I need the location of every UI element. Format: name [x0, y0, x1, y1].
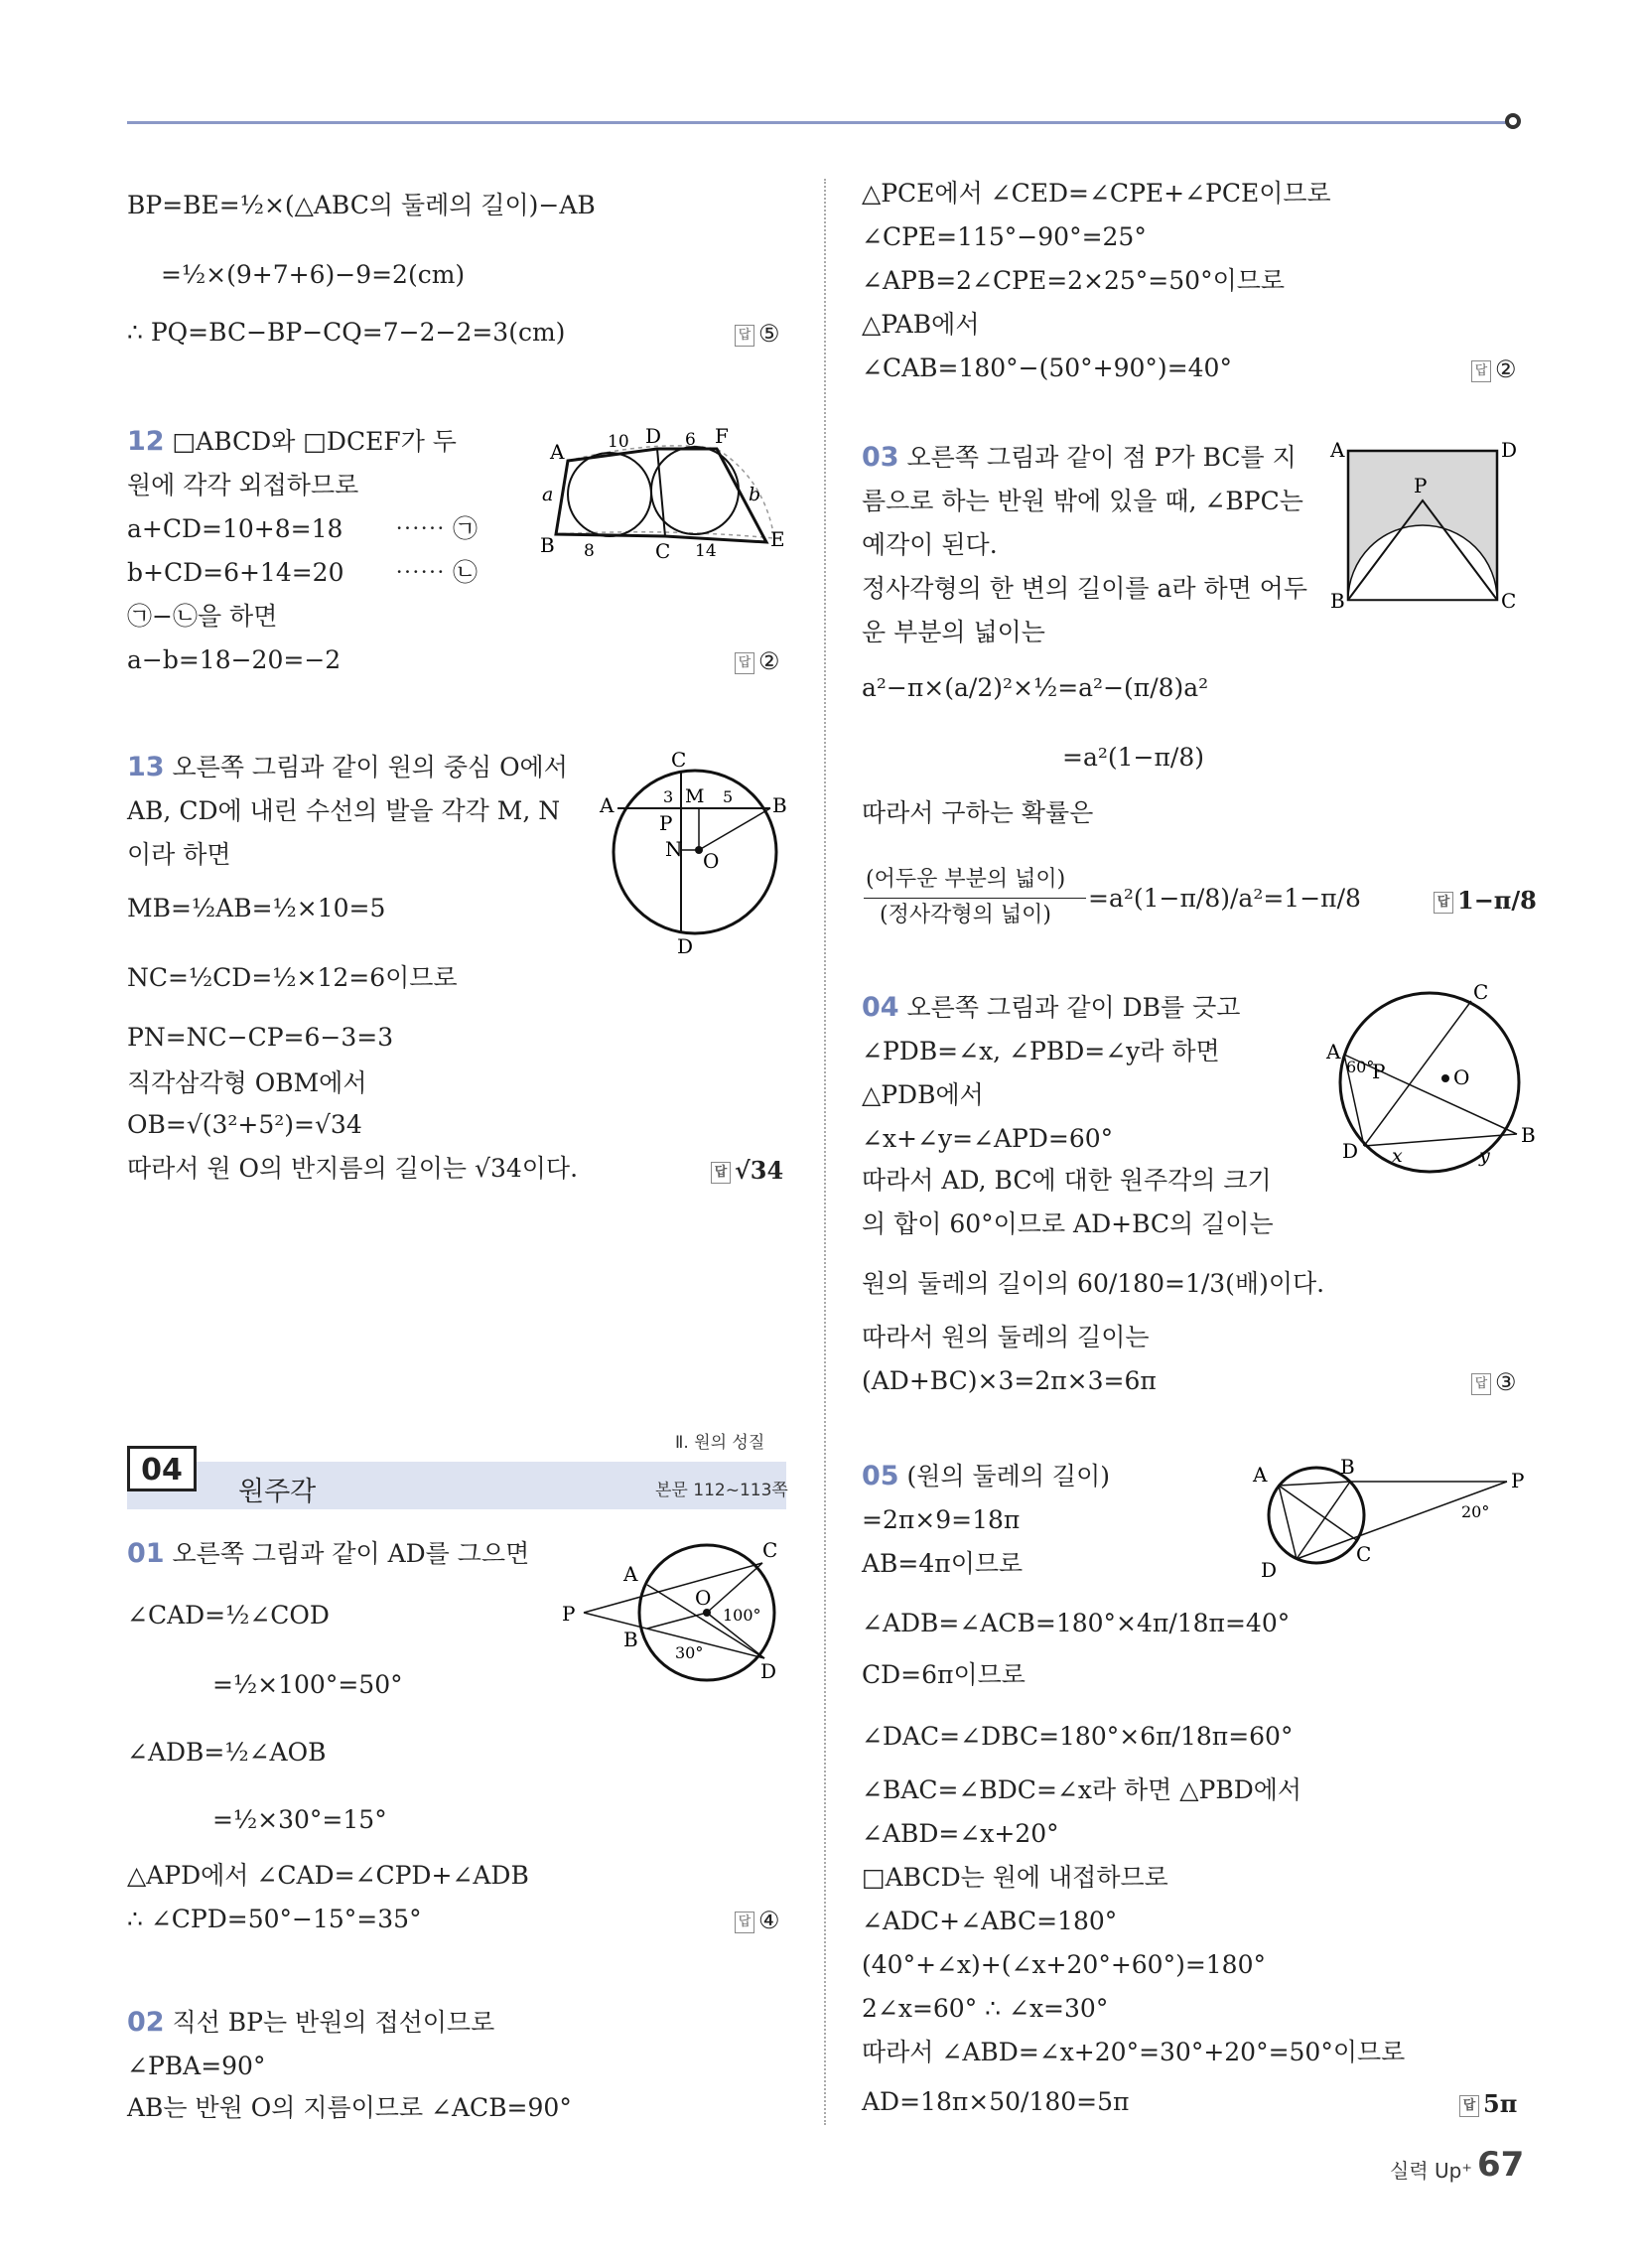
svg-text:C: C	[1356, 1542, 1372, 1566]
p01-answer	[735, 1907, 780, 1934]
p03-line2: 름으로 하는 반원 밖에 있을 때, ∠BPC는	[862, 487, 1303, 515]
p02c-line4: △PAB에서	[862, 310, 980, 339]
svg-text:F: F	[715, 424, 729, 448]
p04-number: 04	[862, 992, 899, 1023]
p05-line2: =2π×9=18π	[862, 1505, 1021, 1534]
p13-text1: 오른쪽 그림과 같이 원의 중심 O에서	[172, 753, 568, 781]
p11-line3: ∴ PQ=BC−BP−CQ=7−2−2=3(cm)	[127, 318, 566, 347]
p04-line1	[862, 991, 1240, 1025]
svg-text:C: C	[762, 1538, 778, 1562]
svg-text:M: M	[685, 785, 705, 807]
section-pages: 본문 112~113쪽	[655, 1481, 788, 1500]
svg-text:C: C	[655, 539, 671, 563]
svg-text:a: a	[542, 484, 554, 505]
svg-text:A: A	[1253, 1463, 1268, 1487]
p02-line2: ∠PBA=90°	[127, 2052, 266, 2080]
p05-line8: ∠ABD=∠x+20°	[862, 1819, 1059, 1848]
p05-line9: □ABCD는 원에 내접하므로	[862, 1863, 1168, 1892]
p04-line6: 의 합이 60°이므로 AD+BC의 길이는	[862, 1209, 1274, 1238]
svg-text:A: A	[623, 1562, 638, 1586]
page-number: 67	[1477, 2145, 1525, 2185]
svg-text:C: C	[1501, 589, 1517, 613]
p13-line9: 따라서 원 O의 반지름의 길이는 √34이다.	[127, 1154, 579, 1183]
p13-line1	[127, 751, 568, 784]
p12-line2: 원에 각각 외접하므로	[127, 471, 359, 499]
svg-text:3: 3	[663, 787, 674, 806]
p04-answer-value: ③	[1495, 1368, 1517, 1396]
p05-line3: AB=4π이므로	[862, 1549, 1024, 1578]
p01-line6: △APD에서 ∠CAD=∠CPD+∠ADB	[127, 1861, 529, 1890]
p12-answer-value: ②	[758, 647, 780, 675]
p12-tag1: ⋯⋯ ㉠	[395, 514, 478, 543]
svg-text:D: D	[1261, 1558, 1278, 1582]
p05-line13: 따라서 ∠ABD=∠x+20°=30°+20°=50°이므로	[862, 2038, 1406, 2066]
footer-label: 실력 Up⁺	[1390, 2159, 1472, 2183]
p01-figure	[556, 1529, 794, 1688]
p12-tag2: ⋯⋯ ㉡	[395, 558, 478, 587]
p13-line8: OB=√(3²+5²)=√34	[127, 1110, 362, 1139]
svg-text:O: O	[703, 849, 720, 873]
p11-line1: BP=BE=½×(△ABC의 둘레의 길이)−AB	[127, 191, 596, 219]
p05-line10: ∠ADC+∠ABC=180°	[862, 1907, 1118, 1935]
svg-text:B: B	[1521, 1123, 1536, 1147]
svg-text:D: D	[760, 1659, 777, 1683]
p04-text1: 오른쪽 그림과 같이 DB를 긋고	[906, 993, 1241, 1022]
svg-text:20°: 20°	[1461, 1502, 1490, 1521]
p05-number: 05	[862, 1461, 899, 1491]
p05-line6: ∠DAC=∠DBC=180°×6π/18π=60°	[862, 1722, 1294, 1751]
p03-answer	[1434, 886, 1537, 915]
answer-mark: 답	[735, 652, 754, 674]
svg-text:O: O	[695, 1586, 712, 1610]
p12-answer	[735, 647, 780, 675]
svg-text:14: 14	[695, 541, 717, 561]
svg-text:B: B	[623, 1628, 638, 1651]
answer-mark: 답	[1434, 892, 1453, 914]
p05-line14: AD=18π×50/180=5π	[862, 2087, 1130, 2116]
p12-line6: a−b=18−20=−2	[127, 645, 342, 674]
answer-mark: 답	[1471, 360, 1491, 382]
svg-text:A: A	[600, 793, 615, 817]
p13-answer	[711, 1156, 783, 1185]
svg-text:C: C	[1473, 980, 1489, 1004]
p13-line7: 직각삼각형 OBM에서	[127, 1068, 367, 1097]
p02-line3: AB는 반원 O의 지름이므로 ∠ACB=90°	[127, 2093, 572, 2122]
svg-text:E: E	[770, 527, 785, 551]
svg-text:D: D	[1501, 438, 1518, 462]
p03-line5: 운 부분의 넓이는	[862, 618, 1045, 646]
p02c-answer-value: ②	[1495, 355, 1517, 383]
svg-text:10: 10	[608, 432, 629, 452]
p02c-line1: △PCE에서 ∠CED=∠CPE+∠PCE이므로	[862, 179, 1331, 208]
svg-text:D: D	[1342, 1139, 1359, 1163]
p01-answer-value: ④	[758, 1907, 780, 1934]
svg-text:D: D	[677, 934, 694, 958]
p01-line4: ∠ADB=½∠AOB	[127, 1738, 327, 1767]
p03-line4: 정사각형의 한 변의 길이를 a라 하면 어두	[862, 574, 1307, 603]
p05-answer	[1459, 2089, 1517, 2118]
p03-line3: 예각이 된다.	[862, 530, 998, 559]
p13-line2: AB, CD에 내린 수선의 발을 각각 M, N	[127, 796, 561, 825]
svg-text:B: B	[772, 793, 787, 817]
svg-text:B: B	[1330, 589, 1345, 613]
svg-text:P: P	[659, 811, 673, 835]
svg-text:b: b	[749, 484, 761, 505]
svg-text:P: P	[562, 1602, 576, 1626]
p12-line3: a+CD=10+8=18	[127, 514, 343, 543]
p05-line4: ∠ADB=∠ACB=180°×4π/18π=40°	[862, 1609, 1291, 1637]
p13-line6: PN=NC−CP=6−3=3	[127, 1023, 394, 1052]
p02-line1	[127, 2006, 494, 2040]
p11-line2: =½×(9+7+6)−9=2(cm)	[161, 260, 466, 289]
svg-text:B: B	[1340, 1455, 1355, 1479]
svg-text:100°: 100°	[723, 1606, 761, 1625]
p01-text1: 오른쪽 그림과 같이 AD를 그으면	[172, 1539, 530, 1568]
p02c-answer	[1471, 355, 1517, 383]
p13-line5: NC=½CD=½×12=6이므로	[127, 963, 458, 992]
svg-text:x: x	[1392, 1145, 1403, 1167]
p01-number: 01	[127, 1538, 165, 1569]
p04-line9: (AD+BC)×3=2π×3=6π	[862, 1366, 1157, 1395]
p03-line6: a²−π×(a/2)²×½=a²−(π/8)a²	[862, 673, 1209, 702]
p03-line1	[862, 441, 1297, 475]
p13-line4: MB=½AB=½×10=5	[127, 894, 386, 922]
p01-line7: ∴ ∠CPD=50°−15°=35°	[127, 1905, 422, 1933]
answer-mark: 답	[735, 325, 754, 347]
section-unit: Ⅱ. 원의 성질	[675, 1433, 765, 1453]
p03-figure	[1320, 433, 1529, 612]
answer-mark: 답	[711, 1162, 731, 1184]
p12-number: 12	[127, 426, 165, 457]
answer-mark: 답	[1459, 2095, 1479, 2117]
p02c-line5: ∠CAB=180°−(50°+90°)=40°	[862, 354, 1232, 382]
column-divider	[824, 179, 826, 2125]
p05-text1: (원의 둘레의 길이)	[906, 1462, 1110, 1490]
p12-figure	[536, 419, 794, 568]
p05-line7: ∠BAC=∠BDC=∠x라 하면 △PBD에서	[862, 1775, 1302, 1804]
p12-line1	[127, 425, 457, 459]
p05-line12: 2∠x=60° ∴ ∠x=30°	[862, 1994, 1109, 2023]
p11-answer	[735, 320, 780, 348]
section-number: 04	[127, 1446, 197, 1491]
svg-text:D: D	[645, 424, 662, 448]
p04-answer	[1471, 1368, 1517, 1396]
svg-text:A: A	[550, 440, 565, 464]
svg-text:y: y	[1479, 1145, 1490, 1167]
p01-line3: =½×100°=50°	[212, 1670, 403, 1699]
svg-text:8: 8	[584, 541, 595, 561]
p04-line4: ∠x+∠y=∠APD=60°	[862, 1124, 1114, 1153]
svg-text:5: 5	[723, 787, 734, 806]
p01-line1	[127, 1537, 529, 1571]
svg-text:B: B	[540, 533, 555, 557]
p05-line1	[862, 1460, 1110, 1493]
p03-text1: 오른쪽 그림과 같이 점 P가 BC를 지	[906, 443, 1297, 472]
p03-number: 03	[862, 442, 899, 473]
svg-text:A: A	[1326, 1040, 1341, 1063]
svg-text:O: O	[1453, 1065, 1470, 1089]
p02-number: 02	[127, 2007, 165, 2038]
p02-text1: 직선 BP는 반원의 접선이므로	[172, 2008, 495, 2037]
p04-line3: △PDB에서	[862, 1080, 984, 1109]
svg-text:C: C	[671, 748, 687, 772]
p03-line9-numerator: (어두운 부분의 넓이)	[866, 867, 1066, 892]
p05-line5: CD=6π이므로	[862, 1660, 1026, 1689]
p04-line5: 따라서 AD, BC에 대한 원주각의 크기	[862, 1166, 1272, 1195]
p03-line9-denominator: (정사각형의 넓이)	[880, 903, 1051, 927]
p03-fraction-bar	[864, 898, 1086, 899]
svg-text:A: A	[1330, 438, 1345, 462]
p05-figure	[1241, 1454, 1529, 1583]
top-rule	[127, 121, 1517, 124]
p01-line2: ∠CAD=½∠COD	[127, 1601, 330, 1630]
svg-text:P: P	[1511, 1469, 1525, 1492]
svg-text:N: N	[665, 837, 683, 861]
p12-line4: b+CD=6+14=20	[127, 558, 344, 587]
p04-line7: 원의 둘레의 길이의 60/180=1/3(배)이다.	[862, 1269, 1325, 1298]
p13-number: 13	[127, 752, 165, 782]
p03-line7: =a²(1−π/8)	[1062, 743, 1204, 772]
svg-text:6: 6	[685, 430, 696, 450]
p12-line5: ㉠−㉡을 하면	[127, 602, 278, 631]
p13-answer-value: √34	[735, 1156, 784, 1185]
p02c-line2: ∠CPE=115°−90°=25°	[862, 222, 1147, 251]
p04-line8: 따라서 원의 둘레의 길이는	[862, 1323, 1150, 1351]
p13-line3: 이라 하면	[127, 840, 231, 869]
answer-mark: 답	[1471, 1373, 1491, 1395]
svg-text:60°: 60°	[1346, 1058, 1375, 1076]
top-rule-dot	[1505, 113, 1521, 129]
p03-line9-result: =a²(1−π/8)/a²=1−π/8	[1088, 884, 1361, 913]
p01-line5: =½×30°=15°	[212, 1805, 387, 1834]
answer-mark: 답	[735, 1912, 754, 1933]
p13-figure	[596, 747, 794, 958]
p12-text1: □ABCD와 □DCEF가 두	[172, 427, 457, 456]
p04-figure	[1300, 980, 1536, 1172]
svg-text:P: P	[1372, 1060, 1386, 1083]
p11-answer-value: ⑤	[758, 320, 780, 348]
p04-line2: ∠PDB=∠x, ∠PBD=∠y라 하면	[862, 1037, 1220, 1065]
svg-text:30°: 30°	[675, 1643, 704, 1662]
p03-answer-value: 1−π/8	[1457, 886, 1537, 915]
p02c-line3: ∠APB=2∠CPE=2×25°=50°이므로	[862, 266, 1286, 295]
p03-line8: 따라서 구하는 확률은	[862, 798, 1094, 827]
section-title: 원주각	[238, 1477, 317, 1507]
svg-text:P: P	[1414, 474, 1428, 497]
p05-line11: (40°+∠x)+(∠x+20°+60°)=180°	[862, 1950, 1266, 1979]
p05-answer-value: 5π	[1483, 2089, 1518, 2118]
